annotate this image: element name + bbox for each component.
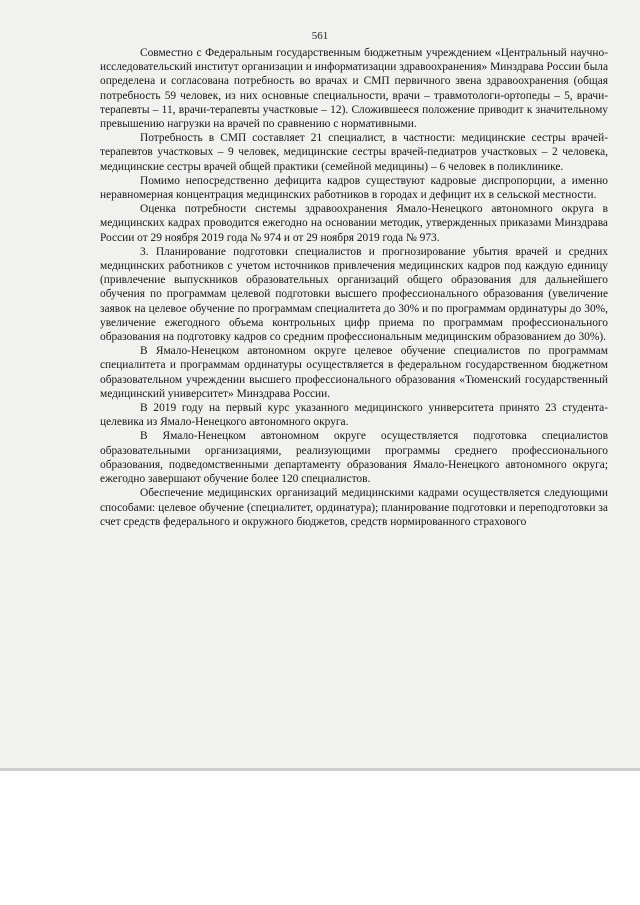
paragraph: Оценка потребности системы здравоохранения Ямало-Ненецкого автономного округа в медицинских кадрах проводится ежегодно на основании методик, утвержденных приказами Минздрава России от 29 ноября 2019 года № 974 и от 29 ноября 2019 года № 973. [100, 203, 608, 244]
paragraph: 3. Планирование подготовки специалистов и прогнозирование убытия врачей и средних медицинских работников с учетом источников привлечения медицинских кадров под каждую единицу (привлечение выпускников образовательных организаций общего образования для дальнейшего обучения по программам целевой подготовки высшего профессионального образования (увеличение заявок на целевое обучение по программам специалитета до 30% и по программам ординатуры до 30%, увеличение ежегодного объема контрольных цифр приема по программам профессионального образования на подготовку кадров со средним профессиональным медицинским образованием до 30%). [100, 245, 608, 344]
paragraph: В Ямало-Ненецком автономном округе целевое обучение специалистов по программам специалитета и программам ординатуры осуществляется в федеральном государственном бюджетном образовательном учреждении высшего профессионального образования «Тюменский государственный медицинский университет» Минздрава России. [100, 345, 608, 400]
paragraph: В Ямало-Ненецком автономном округе осуществляется подготовка специалистов образовательными организациями, реализующими программы среднего профессионального образования, подведомственными департаменту образования Ямало-Ненецкого автономного округа; ежегодно завершают обучение более 120 специалистов. [100, 430, 608, 486]
scan-edge [0, 768, 640, 771]
paragraph: Помимо непосредственно дефицита кадров существуют кадровые диспропорции, а именно неравномерная концентрация медицинских работников в городах и дефицит их в сельской местности. [100, 174, 608, 202]
paragraph: Потребность в СМП составляет 21 специалист, в частности: медицинские сестры врачей-терапевтов участковых – 9 человек, медицинские сестры врачей-педиатров участковых – 2 человека, медицинские сестры врачей общей практики (семейной медицины) – 6 человек в поликлинике. [100, 132, 608, 173]
paragraph: Обеспечение медицинских организаций медицинскими кадрами осуществляется следующими способами: целевое обучение (специалитет, ординатура); планирование подготовки и переподготовки за счет средств федерального и окружного бюджетов, средств нормированного страхового [100, 487, 608, 528]
page-number: 561 [311, 30, 329, 42]
paragraph: Совместно с Федеральным государственным бюджетным учреждением «Центральный научно-исследовательский институт организации и информатизации здравоохранения» Минздрава России была определена и согласована потребность во врачах и СМП первичного звена здравоохранения (общая потребность 59 человек, из них основные специальности, врачи – травмотологи-ортопеды – 5, врачи-терапевты – 11, врачи-терапевты участковые – 12). Сложившееся положение приводит к значительному превышению нагрузки на врачей по сравнению с нормативными. [100, 47, 608, 131]
paragraph: В 2019 году на первый курс указанного медицинского университета принято 23 студента-целевика из Ямало-Ненецкого автономного округа. [100, 402, 608, 429]
document-body [100, 46, 608, 529]
